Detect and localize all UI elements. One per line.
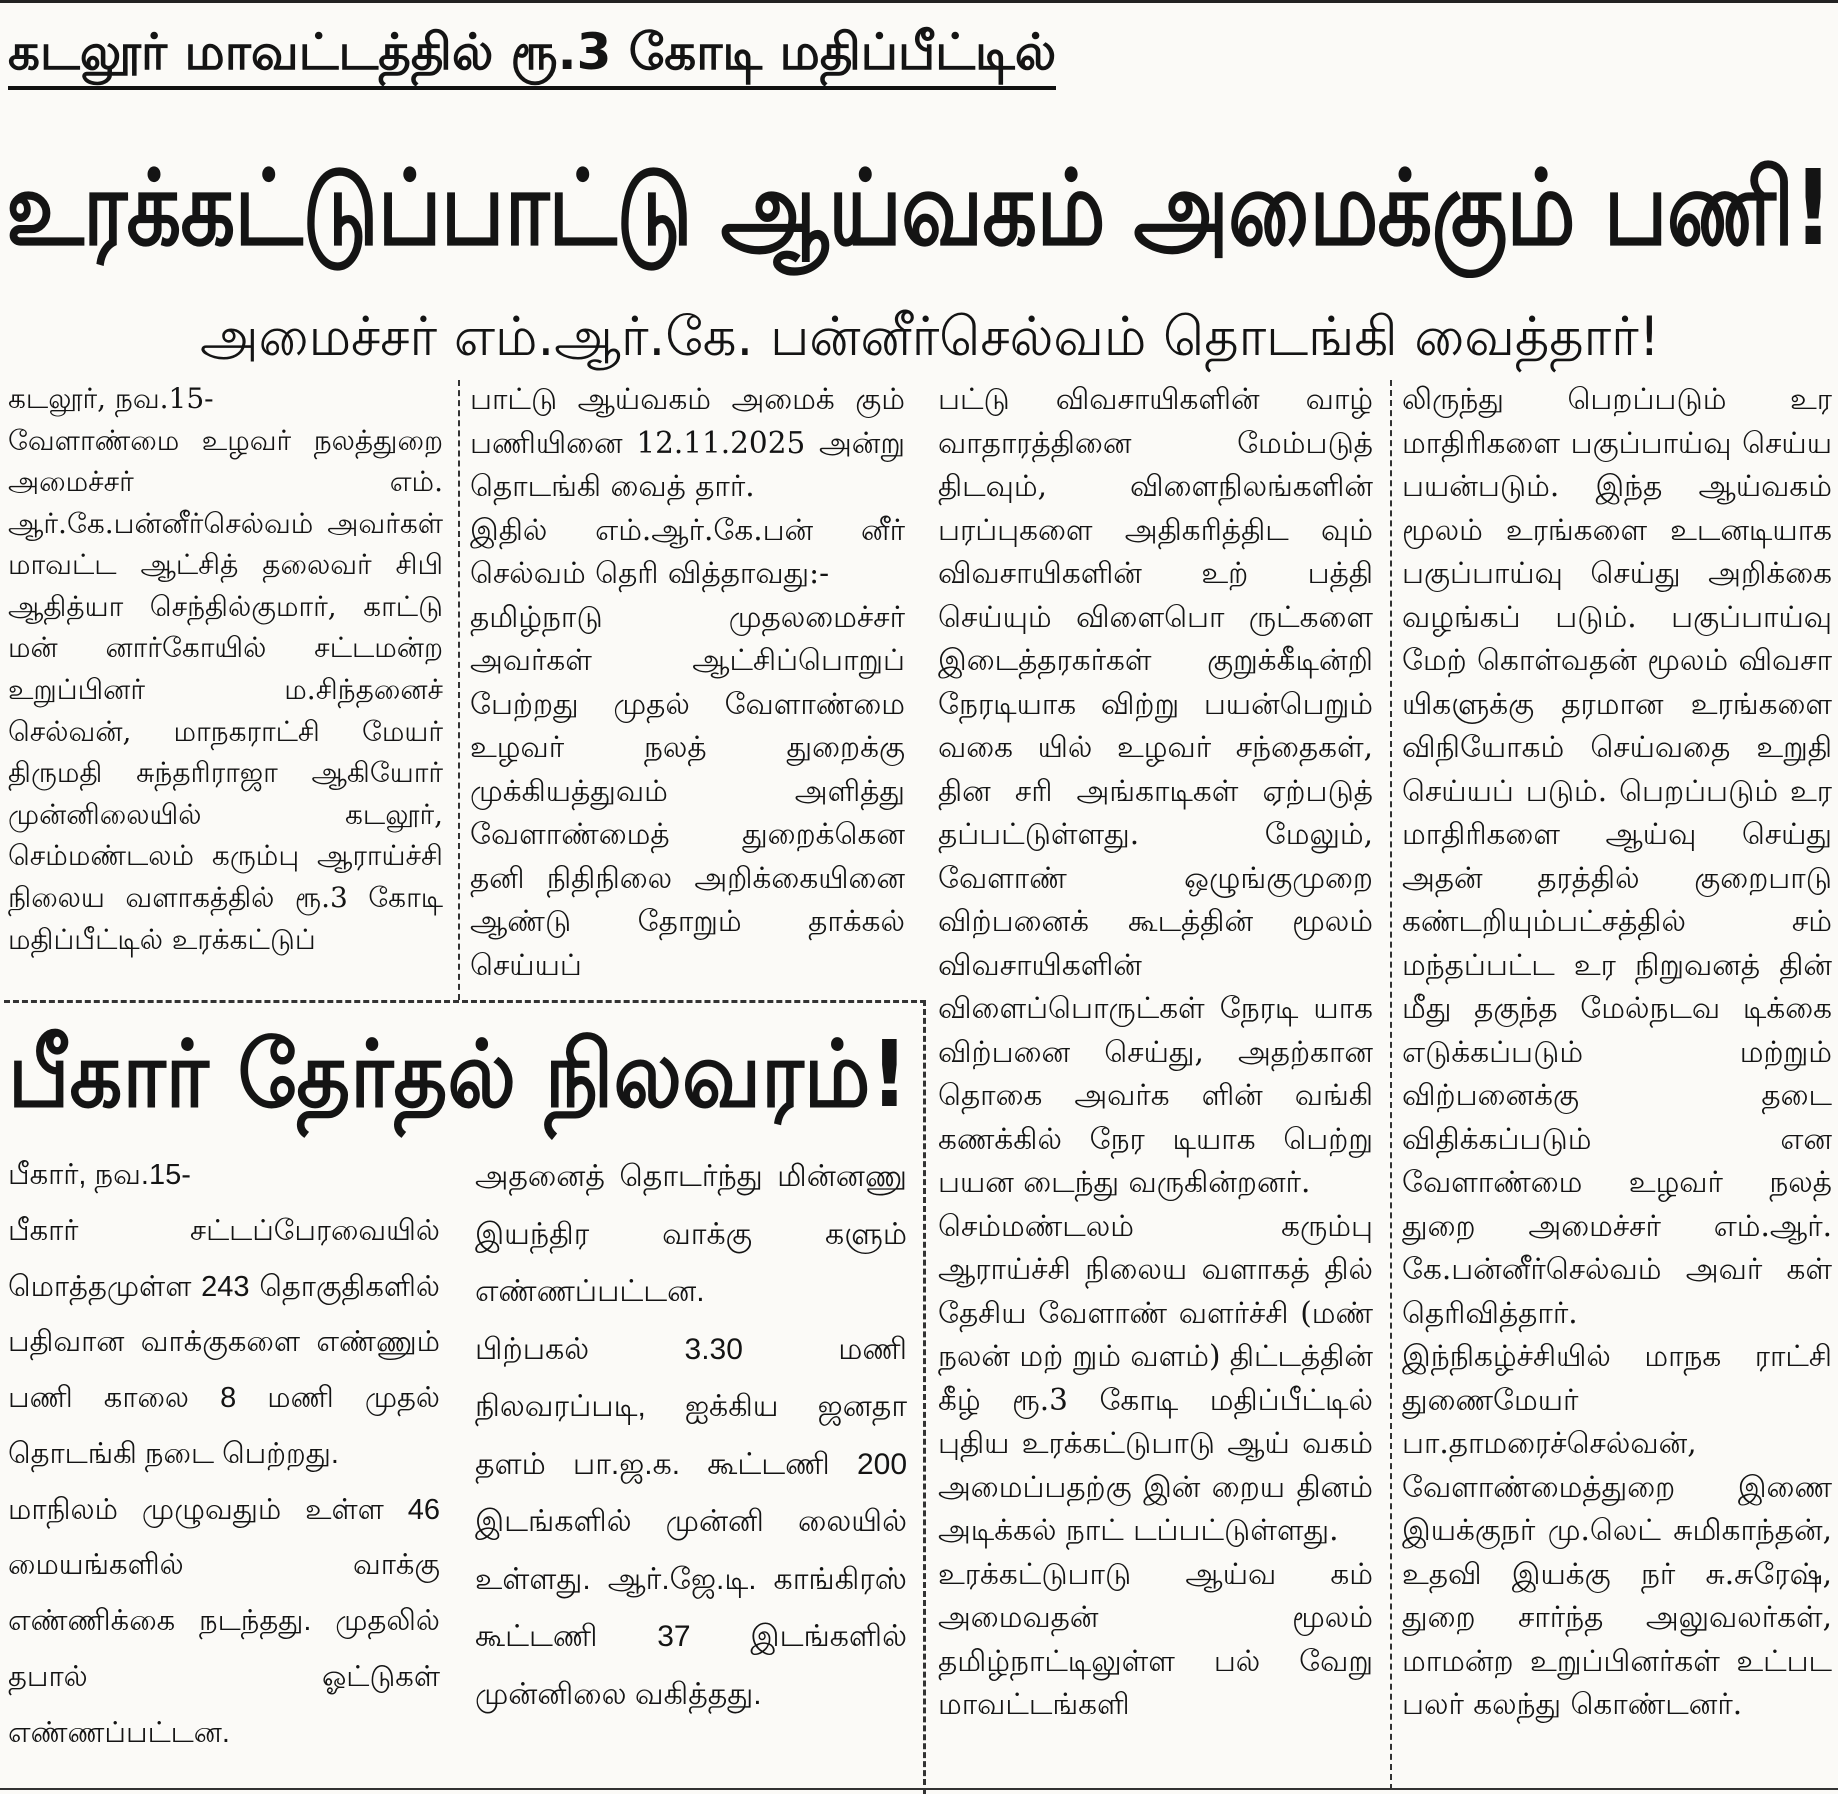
main-headline: உரக்கட்டுப்பாட்டு ஆய்வகம் அமைக்கும் பணி! bbox=[6, 147, 1832, 269]
article-column-3: பட்டு விவசாயிகளின் வாழ் வாதாரத்தினை மேம்படுத் திடவும், விளைநிலங்களின் பரப்புகளை அதிகரித்திட வும் விவசாயிகளின் உற் பத்தி செய்யும் விளைபொ ருட்களை இடைத்தரகர்கள் குறுக்கீடின்றி நேரடியாக விற்று பயன்பெறும் வகை யில் உழவர் சந்தைகள், தின சரி அங்காடிகள் ஏற்படுத் தப்பட்டுள்ளது. மேலும், வேளாண் ஒழுங்குமுறை விற்பனைக் கூடத்தின் மூலம் விவசாயிகளின் விளைப்பொருட்கள் நேரடி யாக விற்பனை செய்து, அதற்கான தொகை அவர்க ளின் வங்கி கணக்கில் நேர டியாக பெற்று பயன டைந்து வருகின்றனர். செம்மண்டலம் கரும்பு ஆராய்ச்சி நிலைய வளாகத் தில் தேசிய வேளாண் வளர்ச்சி (மண் நலன் மற் றும் வளம்) திட்டத்தின் கீழ் ரூ.3 கோடி மதிப்பீட்டில் புதிய உரக்கட்டுபாடு ஆய் வகம் அமைப்பதற்கு இன் றைய தினம் அடிக்கல் நாட் டப்பட்டுள்ளது. உரக்கட்டுபாடு ஆய்வ கம் அமைவதன் மூலம் தமிழ்நாட்டிலுள்ள பல் வேறு மாவட்டங்களி bbox=[938, 382, 1373, 1721]
article-column-2: பாட்டு ஆய்வகம் அமைக் கும் பணியினை 12.11.2025 அன்று தொடங்கி வைத் தார். இதில் எம்.ஆர்.கே.பன் னீர் செல்வம் தெரி வித்தாவது:- தமிழ்நாடு முதலமைச்சர் அவர்கள் ஆட்சிப்பொறுப் பேற்றது முதல் வேளாண்மை உழவர் நலத் துறைக்கு முக்கியத்துவம் அளித்து வேளாண்மைத் துறைக்கென தனி நிதிநிலை அறிக்கையினை ஆண்டு தோறும் தாக்கல் செய்யப் bbox=[470, 382, 905, 982]
sub-headline: அமைச்சர் எம்.ஆர்.கே. பன்னீர்செல்வம் தொடங்கி வைத்தார்! bbox=[200, 305, 1660, 368]
bihar-column-2: அதனைத் தொடர்ந்து மின்னணு இயந்திர வாக்கு களும் எண்ணப்பட்டன. பிற்பகல் 3.30 மணி நிலவரப்படி, ஐக்கிய ஜனதா தளம் பா.ஜ.க. கூட்டணி 200 இடங்களில் முன்னி லையில் உள்ளது. ஆர்.ஜே.டி. காங்கிரஸ் கூட்டணி 37 இடங்களில் முன்னிலை வகித்தது. bbox=[475, 1160, 907, 1711]
bihar-headline: பீகார் தேர்தல் நிலவரம்! bbox=[8, 1021, 909, 1128]
column-divider bbox=[1390, 380, 1392, 1790]
top-rule bbox=[0, 0, 1838, 3]
column-divider bbox=[458, 380, 460, 1000]
kicker-headline: கடலூர் மாவட்டத்தில் ரூ.3 கோடி மதிப்பீட்டில் bbox=[8, 22, 1056, 90]
bihar-column-1: பீகார், நவ.15- பீகார் சட்டப்பேரவையில் மொத்தமுள்ள 243 தொகுதிகளில் பதிவான வாக்குகளை எண்ணும் பணி காலை 8 மணி முதல் தொடங்கி நடை பெற்றது. மாநிலம் முழுவதும் உள்ள 46 மையங்களில் வாக்கு எண்ணிக்கை நடந்தது. முதலில் தபால் ஓட்டுகள் எண்ணப்பட்டன. bbox=[8, 1159, 440, 1749]
article-column-4: லிருந்து பெறப்படும் உர மாதிரிகளை பகுப்பாய்வு செய்ய பயன்படும். இந்த ஆய்வகம் மூலம் உரங்களை உடனடியாக பகுப்பாய்வு செய்து அறிக்கை வழங்கப் படும். பகுப்பாய்வு மேற் கொள்வதன் மூலம் விவசா யிகளுக்கு தரமான உரங்களை விநியோகம் செய்வதை உறுதி செய்யப் படும். பெறப்படும் உர மாதிரிகளை ஆய்வு செய்து அதன் தரத்தில் குறைபாடு கண்டறியும்பட்சத்தில் சம் மந்தப்பட்ட உர நிறுவனத் தின் மீது தகுந்த மேல்நடவ டிக்கை எடுக்கப்படும் மற்றும் விற்பனைக்கு தடை விதிக்கப்படும் என வேளாண்மை உழவர் நலத் துறை அமைச்சர் எம்.ஆர். கே.பன்னீர்செல்வம் அவர் கள் தெரிவித்தார். இந்நிகழ்ச்சியில் மாநக ராட்சி துணைமேயர் பா.தாமரைச்செல்வன், வேளாண்மைத்துறை இணை இயக்குநர் மு.லெட் சுமிகாந்தன், உதவி இயக்கு நர் சு.சுரேஷ், துறை சார்ந்த அலுவலர்கள், மாமன்ற உறுப்பினர்கள் உட்பட பலர் கலந்து கொண்டனர். bbox=[1402, 382, 1832, 1721]
bottom-rule bbox=[0, 1788, 1838, 1790]
article-column-1: கடலூர், நவ.15- வேளாண்மை உழவர் நலத்துறை அமைச்சர் எம். ஆர்.கே.பன்னீர்செல்வம் அவர்கள் மாவட்ட ஆட்சித் தலைவர் சிபி ஆதித்யா செந்தில்குமார், காட்டு மன் னார்கோயில் சட்டமன்ற உறுப்பினர் ம.சிந்தனைச் செல்வன், மாநகராட்சி மேயர் திருமதி சுந்தரிராஜா ஆகியோர் முன்னிலையில் கடலூர், செம்மண்டலம் கரும்பு ஆராய்ச்சி நிலைய வளாகத்தில் ரூ.3 கோடி மதிப்பீட்டில் உரக்கட்டுப் bbox=[8, 382, 443, 956]
